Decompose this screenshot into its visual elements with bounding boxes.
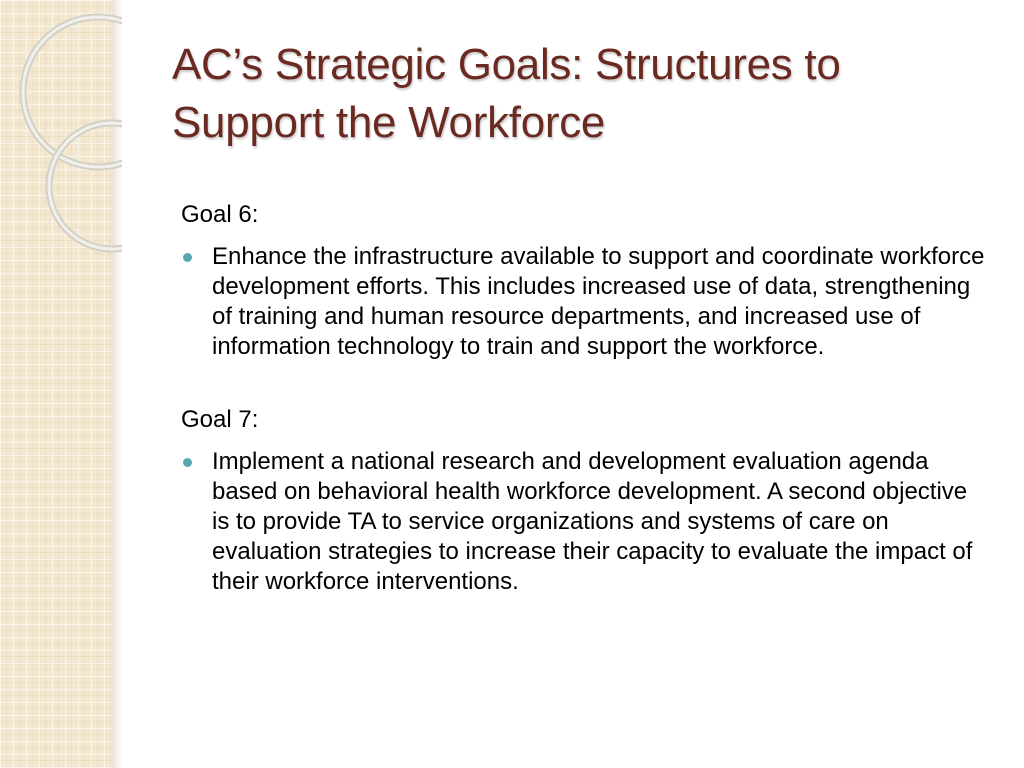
ring-decoration xyxy=(0,0,122,260)
goal-bullet-text: Enhance the infrastructure available to support and coordinate workforce development efforts. This includes increased use of data, strengthening of training and human resource departments, and increased use of information technology to train and support the workforce. xyxy=(212,243,985,360)
goal-block-6 xyxy=(181,200,991,362)
slide-title: AC’s Strategic Goals: Structures to Support the Workforce xyxy=(172,40,841,147)
goal-block-7 xyxy=(181,405,991,597)
upper-ring-highlight xyxy=(23,17,122,167)
goal-bullet-item xyxy=(181,447,991,597)
goal-heading: Goal 6: xyxy=(181,201,259,228)
round-bullet-icon xyxy=(183,253,192,262)
slide-body xyxy=(181,200,991,597)
goal-heading: Goal 7: xyxy=(181,406,259,433)
goal-bullet-item xyxy=(181,242,991,362)
lower-ring-highlight xyxy=(49,123,122,249)
upper-ring xyxy=(23,17,122,167)
lower-ring xyxy=(49,123,122,249)
round-bullet-icon xyxy=(183,458,192,467)
goal-bullet-text: Implement a national research and development evaluation agenda based on behavioral health workforce development. A second objective is to provide TA to service organizations and systems of care on evaluation strategies to increase their capacity to evaluate the impact of their workforce interventions. xyxy=(212,448,973,595)
